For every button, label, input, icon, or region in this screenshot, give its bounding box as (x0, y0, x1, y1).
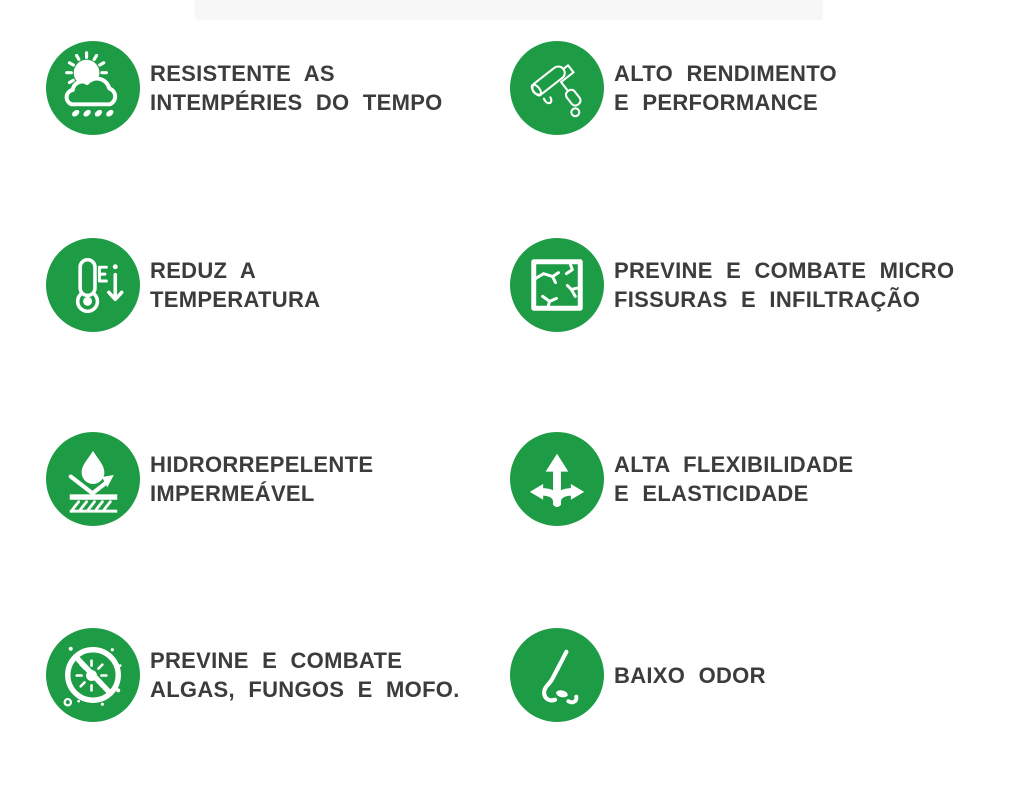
nose-icon (510, 628, 604, 722)
feature-line-1: HIDRORREPELENTE (150, 452, 374, 477)
feature-line-2: ALGAS, FUNGOS E MOFO. (150, 677, 460, 702)
feature-weather-resistant (46, 40, 443, 136)
feature-line-1: PREVINE E COMBATE (150, 648, 403, 673)
feature-micro-cracks (510, 237, 954, 333)
feature-text (150, 450, 373, 508)
feature-line-2: E PERFORMANCE (614, 90, 819, 115)
paint-roller-icon (510, 41, 604, 135)
feature-line-2: FISSURAS E INFILTRAÇÃO (614, 287, 921, 312)
cracked-wall-icon (510, 238, 604, 332)
feature-line-2: TEMPERATURA (150, 287, 321, 312)
feature-line-1: ALTA FLEXIBILIDADE (614, 452, 854, 477)
feature-line-2: IMPERMEÁVEL (150, 481, 315, 506)
feature-line-1: PREVINE E COMBATE MICRO (614, 258, 955, 283)
water-repellent-icon (46, 432, 140, 526)
feature-text (614, 661, 766, 690)
flex-arrows-icon (510, 432, 604, 526)
feature-text (614, 256, 954, 314)
feature-line-2: INTEMPÉRIES DO TEMPO (150, 90, 443, 115)
feature-flexibility (510, 431, 853, 527)
no-algae-icon (46, 628, 140, 722)
feature-line-1: ALTO RENDIMENTO (614, 61, 837, 86)
feature-text (150, 59, 443, 117)
feature-text (614, 450, 853, 508)
feature-water-repellent (46, 431, 373, 527)
feature-high-yield (510, 40, 837, 136)
feature-line-1: REDUZ A (150, 258, 257, 283)
feature-anti-algae (46, 627, 460, 723)
feature-line-1: RESISTENTE AS (150, 61, 335, 86)
thermometer-down-icon (46, 238, 140, 332)
feature-text (614, 59, 837, 117)
feature-line-2: E ELASTICIDADE (614, 481, 809, 506)
top-image-edge (195, 0, 823, 20)
feature-text (150, 256, 320, 314)
sun-cloud-rain-icon (46, 41, 140, 135)
feature-line-1: BAIXO ODOR (614, 662, 766, 688)
feature-text (150, 646, 460, 704)
feature-reduces-temperature (46, 237, 320, 333)
feature-low-odor (510, 627, 766, 723)
